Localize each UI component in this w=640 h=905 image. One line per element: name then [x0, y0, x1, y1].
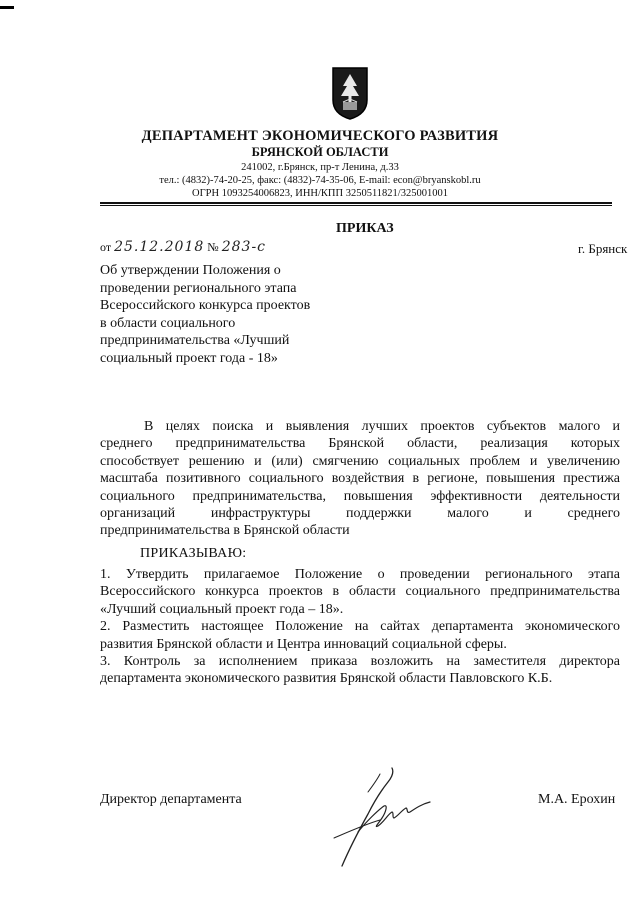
order-city: г. Брянск	[578, 241, 628, 256]
order-subject	[100, 262, 340, 367]
item-line: 3. Контроль за исполнением приказа возложить на заместителя директора	[100, 654, 620, 670]
handwritten-signature-icon	[328, 762, 448, 872]
subject-line: в области социального	[100, 315, 236, 331]
preamble-line: способствует решению и (или) смягчению социальных проблем и увеличению	[100, 453, 620, 469]
item-line: 2. Разместить настоящее Положение на сайтах департамента экономического	[100, 619, 620, 635]
date-prefix: от	[100, 240, 112, 254]
order-date: 25.12.2018	[114, 239, 205, 255]
scan-edge-mark	[0, 6, 14, 9]
department-region: БРЯНСКОЙ ОБЛАСТИ	[251, 145, 389, 159]
subject-line: Об утверждении Положения о	[100, 263, 281, 278]
preamble-line: среднего предпринимательства Брянской области, реализация которых	[100, 436, 620, 452]
item-line: 1. Утвердить прилагаемое Положение о проведении регионального этапа	[100, 567, 620, 582]
subject-line: Всероссийского конкурса проектов	[100, 298, 311, 313]
subject-line: предпринимательства «Лучший	[100, 333, 290, 348]
header-divider	[100, 202, 612, 204]
order-title: ПРИКАЗ	[336, 221, 394, 236]
order-meta	[100, 239, 266, 255]
department-registration: ОГРН 1093254006823, ИНН/КПП 3250511821/325001001	[192, 188, 448, 199]
department-address: 241002, г.Брянск, пр-т Ленина, д.33	[241, 162, 399, 173]
item-line: департамента экономического развития Брянской области Павловского К.Б.	[100, 671, 553, 687]
number-prefix: №	[207, 240, 219, 254]
order-directive: ПРИКАЗЫВАЮ:	[140, 546, 247, 561]
preamble-line: предпринимательства в Брянской области	[100, 523, 350, 539]
preamble-line: социального предпринимательства, повышения эффективности деятельности	[100, 488, 620, 504]
department-contacts: тел.: (4832)-74-20-25, факс: (4832)-74-35-06, E-mail: econ@bryanskobl.ru	[159, 175, 481, 186]
bryansk-coat-of-arms-icon	[331, 66, 369, 120]
department-title: ДЕПАРТАМЕНТ ЭКОНОМИЧЕСКОГО РАЗВИТИЯ	[141, 128, 499, 144]
preamble-line: масштаба позитивного социального воздействия в регионе, повышения престижа	[100, 471, 620, 487]
item-line: развития Брянской области и Центра инноваций социальной сферы.	[100, 636, 507, 652]
item-line: «Лучший социальный проект года – 18».	[100, 601, 344, 617]
preamble-paragraph	[100, 418, 620, 540]
order-number: 283-с	[221, 239, 267, 255]
header-divider-thin	[100, 205, 612, 206]
item-line: Всероссийского конкурса проектов в области социального предпринимательства	[100, 584, 620, 600]
preamble-line: В целях поиска и выявления лучших проектов субъектов малого и	[144, 419, 620, 434]
subject-line: социальный проект года - 18»	[100, 350, 278, 366]
signatory-position: Директор департамента	[100, 792, 242, 807]
preamble-line: организаций инфраструктуры поддержки малого и среднего	[100, 506, 620, 522]
subject-line: проведении регионального этапа	[100, 280, 297, 296]
signatory-name: М.А. Ерохин	[538, 792, 616, 807]
order-items	[100, 566, 620, 688]
